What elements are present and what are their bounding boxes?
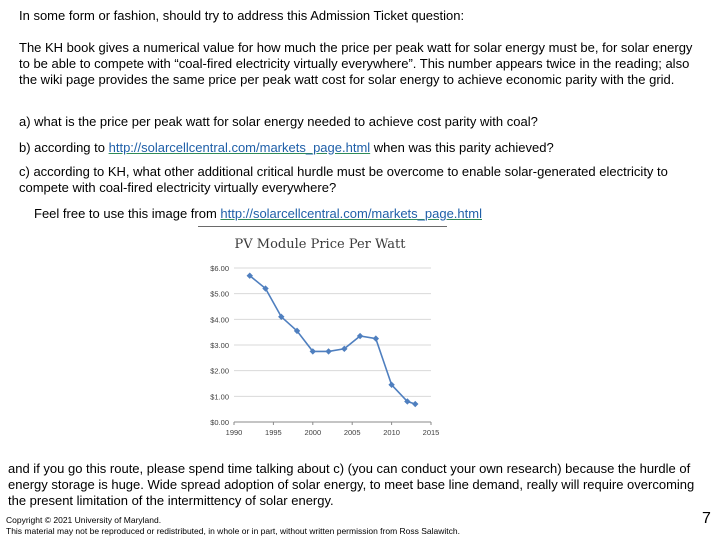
x-tick-label: 2015 <box>422 428 440 437</box>
question-c: c) according to KH, what other additional critical hurdle must be overcome to enable solar-generated electricity to compete with coal-fired electricity virtually everywhere? <box>19 164 668 195</box>
question-b <box>19 140 699 156</box>
page-number: 7 <box>702 510 711 527</box>
question-b-prefix: b) according to <box>19 140 109 155</box>
y-tick-label: $3.00 <box>210 341 229 350</box>
copyright-line-1: Copyright © 2021 University of Maryland. <box>6 515 162 525</box>
y-tick-label: $6.00 <box>210 264 229 273</box>
pv-price-chart <box>198 227 447 447</box>
copyright-line-2: This material may not be reproduced or redistributed, in whole or in part, without written permission from Ross Salawitch. <box>6 526 460 536</box>
copyright-notice <box>6 515 606 537</box>
x-tick-label: 2000 <box>304 428 322 437</box>
question-a: a) what is the price per peak watt for solar energy needed to achieve cost parity with coal? <box>19 114 538 129</box>
question-b-suffix: when was this parity achieved? <box>370 140 554 155</box>
intro-text: In some form or fashion, should try to address this Admission Ticket question: <box>19 8 465 23</box>
y-tick-label: $5.00 <box>210 289 229 299</box>
image-credit-prefix: Feel free to use this image from <box>34 206 221 221</box>
chart-title: PV Module Price Per Watt <box>234 237 406 252</box>
image-credit <box>34 206 714 222</box>
data-point <box>373 335 379 341</box>
x-tick-label: 2010 <box>383 428 400 437</box>
y-tick-label: $4.00 <box>210 315 229 325</box>
x-tick-label: 1995 <box>265 428 282 437</box>
image-source-link[interactable]: http://solarcellcentral.com/markets_page.html <box>220 206 482 221</box>
data-point <box>325 348 331 354</box>
closing-paragraph: and if you go this route, please spend time talking about c) (you can conduct your own research) because the hurdle of energy storage is huge. Wide spread adoption of solar energy, to meet base line demand, really will require overcoming the present limitation of the intermittency of solar energy. <box>8 461 695 508</box>
markets-page-link[interactable]: http://solarcellcentral.com/markets_page.html <box>108 140 371 155</box>
data-point <box>412 401 418 407</box>
reading-paragraph: The KH book gives a numerical value for how much the price per peak watt for solar energy must be, for solar energy to be able to compete with “coal-fired electricity virtually everywhere”. This number appears twice in the reading; also the wiki page provides the same price per peak watt cost for solar energy to achieve economic parity with the grid. <box>19 40 693 87</box>
x-tick-label: 1990 <box>225 428 243 437</box>
y-tick-label: $0.00 <box>210 418 229 427</box>
y-tick-label: $2.00 <box>210 366 229 376</box>
y-tick-label: $1.00 <box>210 392 229 402</box>
x-tick-label: 2005 <box>343 428 361 437</box>
